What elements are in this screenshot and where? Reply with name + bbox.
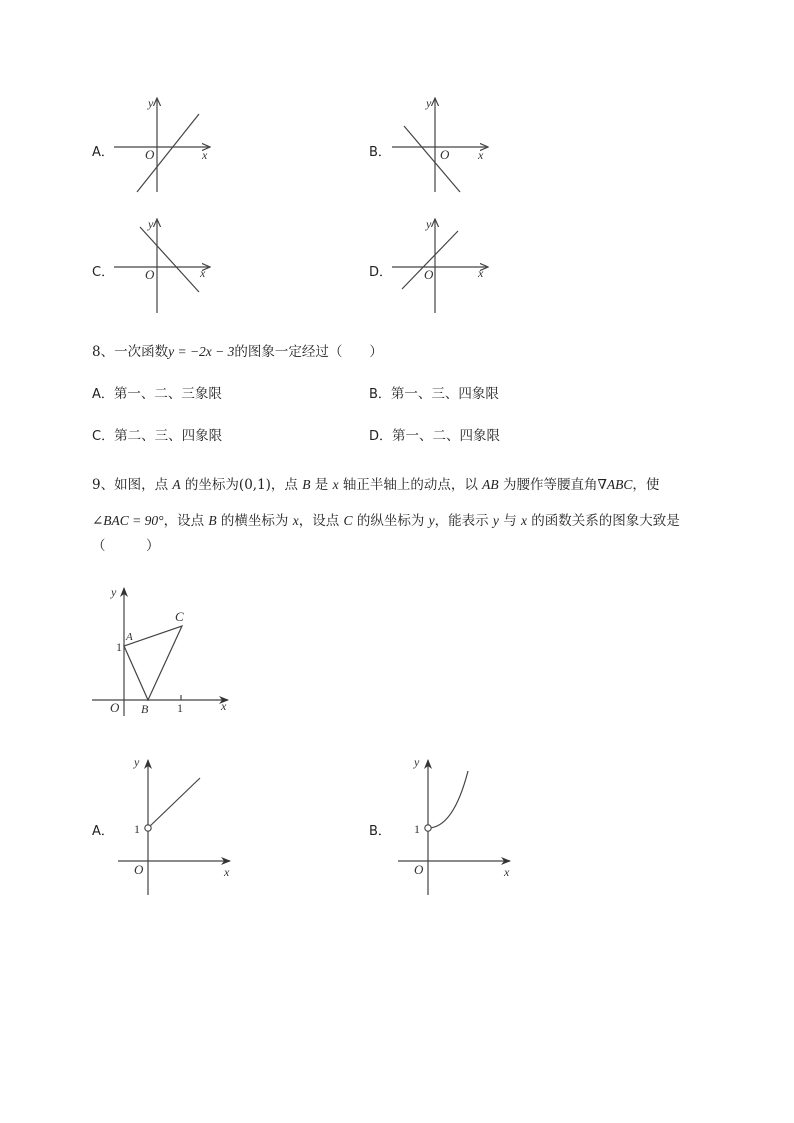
math-run: x [332, 477, 339, 492]
text-run: 与 [498, 513, 522, 529]
y-axis-label: y [134, 755, 140, 769]
function-line [148, 778, 200, 828]
x-axis-label: x [221, 699, 227, 713]
x-axis-label: x [478, 148, 484, 162]
q7-option-c-label: C． [92, 265, 115, 280]
text-run: 的函数关系的图象大致是 [527, 513, 680, 529]
q7-option-b-label: B． [369, 145, 391, 160]
q9-option-a-graph [110, 752, 240, 900]
text-run: ，设点 [163, 513, 209, 529]
y-axis-label: y [148, 217, 154, 231]
q8-number: 8、一次函数 [92, 344, 169, 360]
q9-triangle-figure [88, 580, 238, 718]
open-point [145, 825, 151, 831]
origin-label: O [134, 862, 144, 877]
q7-option-d-label: D． [369, 265, 393, 280]
math-run: B [302, 477, 311, 492]
q7-option-a-label: A． [92, 145, 114, 160]
function-line [140, 227, 199, 292]
q9-stem-line-3: （ ） [92, 538, 160, 554]
text-run: 为腰作等腰直角 [498, 477, 598, 493]
math-run: C [343, 513, 353, 528]
x-tick-1-label: 1 [177, 701, 183, 715]
math-run: y [492, 513, 499, 528]
y-axis-label: y [111, 585, 117, 599]
y-axis-label: y [426, 217, 432, 231]
y-tick-1-label: 1 [116, 640, 122, 654]
text-run: 的坐标为(0,1)，点 [180, 477, 303, 493]
q9-stem-line-2 [92, 509, 680, 529]
q9-stem-line-1 [92, 473, 659, 493]
text-run: ，能表示 [434, 513, 493, 529]
q7-option-c-graph [110, 213, 220, 317]
math-run: A [172, 477, 181, 492]
origin-label: O [110, 700, 120, 715]
point-b-label: B [141, 702, 149, 716]
x-axis-label: x [200, 266, 206, 280]
y-axis-label: y [414, 755, 420, 769]
q8-option-d: D．第一、二、四象限 [369, 428, 501, 444]
q9-option-b-label: B． [369, 824, 391, 839]
text-run: 的纵坐标为 [352, 513, 429, 529]
x-axis-label: x [478, 266, 484, 280]
q9-option-a-label: A． [92, 824, 114, 839]
q8-option-a: A．第一、二、三象限 [92, 386, 222, 402]
text-run: ，设点 [298, 513, 344, 529]
function-curve [428, 771, 468, 828]
x-axis-label: x [202, 148, 208, 162]
origin-label: O [424, 267, 434, 282]
point-c-label: C [175, 609, 184, 624]
function-line [404, 126, 460, 192]
y-axis-label: y [148, 96, 154, 110]
y-intercept-label: 1 [134, 822, 140, 836]
origin-label: O [145, 147, 155, 162]
math-run: B [208, 513, 217, 528]
text-run: 轴正半轴上的动点，以 [338, 477, 483, 493]
x-axis-label: x [504, 865, 510, 879]
math-run: x [521, 513, 528, 528]
math-run: y [428, 513, 435, 528]
y-axis-label: y [426, 96, 432, 110]
q8-option-c: C．第二、三、四象限 [92, 428, 223, 444]
text-run: 是 [310, 477, 333, 493]
q7-option-a-graph [110, 92, 220, 196]
y-intercept-label: 1 [414, 822, 420, 836]
math-run: x [292, 513, 299, 528]
text-run: ，使 [632, 477, 660, 493]
q8-stem [92, 340, 383, 360]
q8-formula: y = −2x − 3 [168, 344, 235, 359]
origin-label: O [414, 862, 424, 877]
origin-label: O [440, 147, 450, 162]
x-axis-label: x [224, 865, 230, 879]
text-run: 的横坐标为 [216, 513, 293, 529]
point-a-label: A [126, 631, 133, 643]
math-run: AB [482, 477, 499, 492]
q8-stem-rest: 的图象一定经过（ ） [234, 344, 383, 360]
math-run: ∇ABC [597, 477, 633, 492]
q7-option-d-graph [388, 213, 498, 317]
text-run: 9、如图，点 [92, 477, 173, 493]
q9-option-b-graph [390, 752, 520, 900]
open-point [425, 825, 431, 831]
q8-option-b: B．第一、三、四象限 [369, 386, 499, 402]
math-run: ∠BAC = 90° [92, 513, 164, 528]
q7-option-b-graph [388, 92, 498, 196]
origin-label: O [145, 267, 155, 282]
